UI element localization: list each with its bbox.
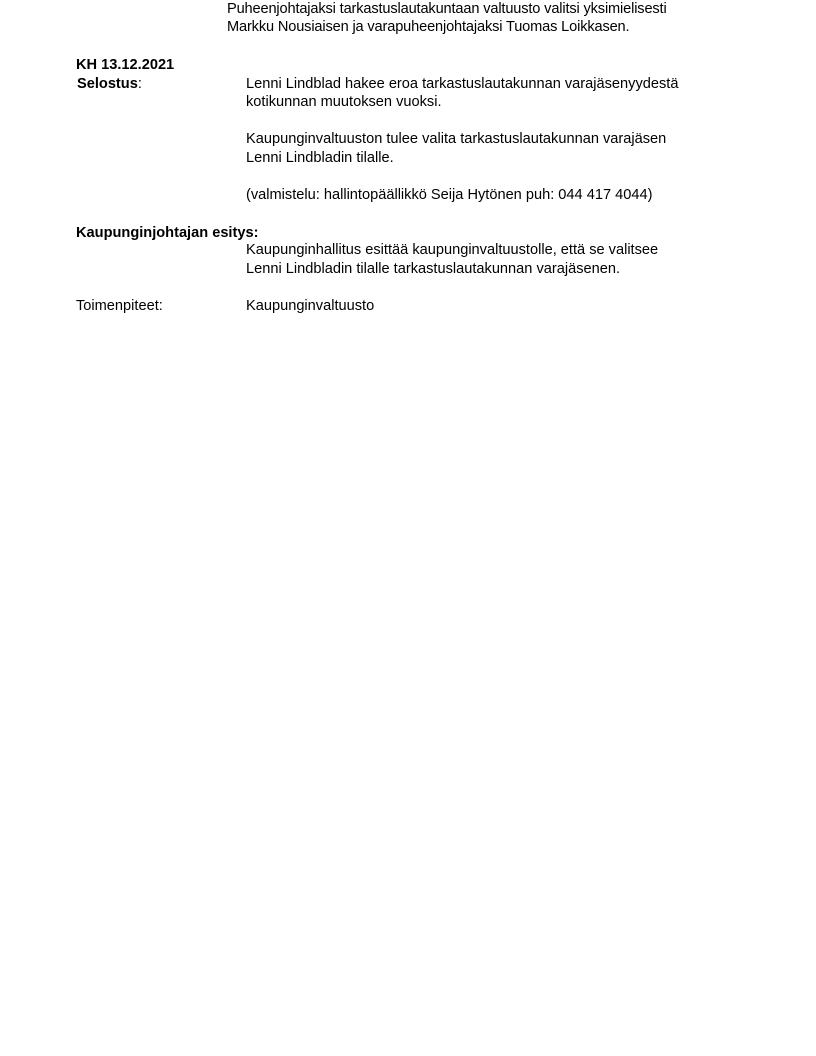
intro-line-1: Puheenjohtajaksi tarkastuslautakuntaan valtuusto valitsi yksimielisesti: [227, 1, 667, 17]
proposal-heading: Kaupunginjohtajan esitys:: [76, 225, 259, 241]
selostus-para2-line1: Kaupunginvaltuuston tulee valita tarkastuslautakunnan varajäsen: [246, 131, 667, 147]
selostus-label-colon: :: [137, 76, 142, 92]
actions-value: Kaupunginvaltuusto: [246, 298, 375, 314]
section-heading: KH 13.12.2021: [76, 57, 175, 73]
selostus-label-text: Selostus: [77, 76, 138, 92]
selostus-label: [77, 75, 142, 93]
actions-label: Toimenpiteet:: [76, 298, 163, 314]
proposal-line-1: Kaupunginhallitus esittää kaupunginvaltuustolle, että se valitsee: [246, 242, 659, 258]
selostus-para1-line2: kotikunnan muutoksen vuoksi.: [246, 94, 442, 110]
intro-line-2: Markku Nousiaisen ja varapuheenjohtajaksi Tuomas Loikkasen.: [227, 19, 630, 35]
selostus-para2-line2: Lenni Lindbladin tilalle.: [246, 150, 394, 166]
selostus-para3: (valmistelu: hallintopäällikkö Seija Hytönen puh: 044 417 4044): [246, 187, 653, 203]
proposal-line-2: Lenni Lindbladin tilalle tarkastuslautakunnan varajäsenen.: [246, 261, 621, 277]
selostus-para1-line1: Lenni Lindblad hakee eroa tarkastuslautakunnan varajäsenyydestä: [246, 76, 679, 92]
